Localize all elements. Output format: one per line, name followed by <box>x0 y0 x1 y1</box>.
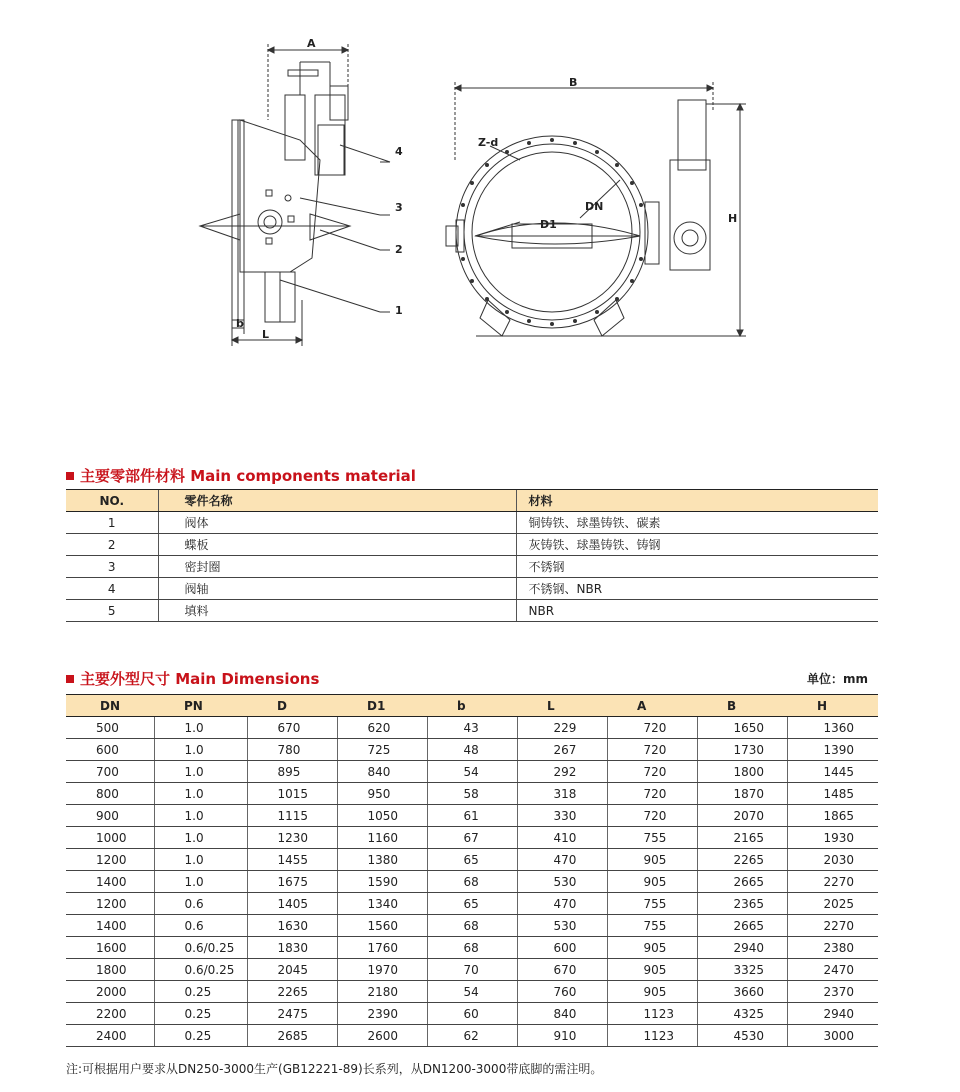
table-cell: 229 <box>517 717 607 739</box>
table-cell: 1123 <box>607 1003 697 1025</box>
table-cell: 1340 <box>337 893 427 915</box>
table-cell: 720 <box>607 783 697 805</box>
dimensions-row <box>66 959 878 981</box>
table-cell: 1800 <box>697 761 787 783</box>
table-cell: 62 <box>427 1025 517 1047</box>
table-cell: 720 <box>607 761 697 783</box>
table-cell: 70 <box>427 959 517 981</box>
footnote: 注:可根据用户要求从DN250-3000生产(GB12221-89)长系列，从DN1200-3000带底脚的需注明。 <box>66 1062 603 1076</box>
valve-technical-drawing <box>0 0 960 420</box>
dimensions-row <box>66 1025 878 1047</box>
part-label-2: 2 <box>395 243 403 256</box>
table-cell: 500 <box>66 717 154 739</box>
column-header: DN <box>66 695 154 717</box>
table-cell: 1730 <box>697 739 787 761</box>
table-cell: 1405 <box>247 893 337 915</box>
table-cell: 1630 <box>247 915 337 937</box>
table-cell: 755 <box>607 893 697 915</box>
table-cell: 1865 <box>787 805 878 827</box>
table-cell: 1200 <box>66 849 154 871</box>
table-cell: 不锈钢、NBR <box>516 578 878 600</box>
table-cell: 1455 <box>247 849 337 871</box>
table-cell: 阀体 <box>158 512 516 534</box>
column-header: D1 <box>337 695 427 717</box>
dim-label-A: A <box>307 37 316 50</box>
table-cell: 3325 <box>697 959 787 981</box>
table-cell: 48 <box>427 739 517 761</box>
dimensions-row <box>66 937 878 959</box>
table-cell: 65 <box>427 893 517 915</box>
table-cell: 800 <box>66 783 154 805</box>
table-cell: 不锈钢 <box>516 556 878 578</box>
table-cell: 670 <box>517 959 607 981</box>
table-cell: 2000 <box>66 981 154 1003</box>
table-cell: 5 <box>66 600 158 622</box>
table-cell: 1830 <box>247 937 337 959</box>
column-header: B <box>697 695 787 717</box>
table-cell: 1.0 <box>154 761 247 783</box>
table-cell: 2600 <box>337 1025 427 1047</box>
table-cell: 1400 <box>66 871 154 893</box>
side-view <box>200 44 390 346</box>
dim-label-D1: D1 <box>540 218 557 231</box>
table-cell: 1485 <box>787 783 878 805</box>
table-cell: 2475 <box>247 1003 337 1025</box>
table-cell: 2270 <box>787 915 878 937</box>
dimensions-header-row <box>66 695 878 717</box>
table-cell: 2665 <box>697 871 787 893</box>
table-cell: 900 <box>66 805 154 827</box>
materials-row <box>66 556 878 578</box>
table-cell: 720 <box>607 805 697 827</box>
table-cell: 1200 <box>66 893 154 915</box>
table-cell: 905 <box>607 959 697 981</box>
materials-row <box>66 578 878 600</box>
table-cell: 1870 <box>697 783 787 805</box>
table-cell: 68 <box>427 871 517 893</box>
table-cell: 68 <box>427 915 517 937</box>
table-cell: 1590 <box>337 871 427 893</box>
table-cell: 2365 <box>697 893 787 915</box>
table-cell: 1.0 <box>154 849 247 871</box>
table-cell: 600 <box>517 937 607 959</box>
table-cell: 1160 <box>337 827 427 849</box>
table-cell: 3660 <box>697 981 787 1003</box>
table-cell: 755 <box>607 915 697 937</box>
table-cell: NBR <box>516 600 878 622</box>
table-cell: 铜铸铁、球墨铸铁、碳素 <box>516 512 878 534</box>
column-header: D <box>247 695 337 717</box>
table-cell: 2030 <box>787 849 878 871</box>
table-cell: 1015 <box>247 783 337 805</box>
table-cell: 2270 <box>787 871 878 893</box>
table-cell: 1360 <box>787 717 878 739</box>
dimensions-row <box>66 893 878 915</box>
table-cell: 阀轴 <box>158 578 516 600</box>
table-cell: 725 <box>337 739 427 761</box>
table-cell: 2265 <box>247 981 337 1003</box>
column-header: A <box>607 695 697 717</box>
table-cell: 0.6/0.25 <box>154 959 247 981</box>
table-cell: 2685 <box>247 1025 337 1047</box>
dimensions-row <box>66 981 878 1003</box>
table-cell: 4 <box>66 578 158 600</box>
table-cell: 2025 <box>787 893 878 915</box>
dimensions-row <box>66 827 878 849</box>
table-cell: 905 <box>607 937 697 959</box>
table-cell: 1400 <box>66 915 154 937</box>
table-cell: 0.6 <box>154 915 247 937</box>
dim-label-B: B <box>569 76 578 89</box>
table-cell: 2390 <box>337 1003 427 1025</box>
table-cell: 1970 <box>337 959 427 981</box>
table-cell: 61 <box>427 805 517 827</box>
bullet-square-icon <box>66 472 74 480</box>
table-cell: 1050 <box>337 805 427 827</box>
table-cell: 2665 <box>697 915 787 937</box>
table-cell: 1675 <box>247 871 337 893</box>
table-cell: 895 <box>247 761 337 783</box>
table-cell: 3 <box>66 556 158 578</box>
dim-label-Zd: Z-d <box>478 136 499 149</box>
dim-label-H: H <box>728 212 738 225</box>
column-header: PN <box>154 695 247 717</box>
table-cell: 0.25 <box>154 1025 247 1047</box>
table-cell: 620 <box>337 717 427 739</box>
dimensions-row <box>66 805 878 827</box>
table-cell: 0.6 <box>154 893 247 915</box>
table-cell: 68 <box>427 937 517 959</box>
table-cell: 0.6/0.25 <box>154 937 247 959</box>
table-cell: 470 <box>517 849 607 871</box>
column-header: b <box>427 695 517 717</box>
dimensions-row <box>66 739 878 761</box>
table-cell: 65 <box>427 849 517 871</box>
table-cell: 1600 <box>66 937 154 959</box>
table-cell: 蝶板 <box>158 534 516 556</box>
table-cell: 58 <box>427 783 517 805</box>
table-cell: 1.0 <box>154 805 247 827</box>
part-label-1: 1 <box>395 304 403 317</box>
table-cell: 905 <box>607 871 697 893</box>
table-cell: 1.0 <box>154 827 247 849</box>
table-cell: 267 <box>517 739 607 761</box>
table-cell: 1.0 <box>154 739 247 761</box>
table-cell: 410 <box>517 827 607 849</box>
table-cell: 760 <box>517 981 607 1003</box>
table-cell: 3000 <box>787 1025 878 1047</box>
table-cell: 1123 <box>607 1025 697 1047</box>
table-cell: 2180 <box>337 981 427 1003</box>
table-cell: 1800 <box>66 959 154 981</box>
table-cell: 67 <box>427 827 517 849</box>
column-header: L <box>517 695 607 717</box>
table-cell: 720 <box>607 717 697 739</box>
table-cell: 670 <box>247 717 337 739</box>
table-cell: 905 <box>607 981 697 1003</box>
table-cell: 780 <box>247 739 337 761</box>
materials-row <box>66 600 878 622</box>
dimensions-row <box>66 871 878 893</box>
materials-row <box>66 512 878 534</box>
table-cell: 950 <box>337 783 427 805</box>
table-cell: 292 <box>517 761 607 783</box>
dim-label-b: b <box>236 317 244 330</box>
dimensions-row <box>66 849 878 871</box>
table-cell: 2940 <box>697 937 787 959</box>
materials-row <box>66 534 878 556</box>
table-cell: 330 <box>517 805 607 827</box>
dim-label-L: L <box>262 328 270 341</box>
table-cell: 1 <box>66 512 158 534</box>
table-cell: 1930 <box>787 827 878 849</box>
table-cell: 470 <box>517 893 607 915</box>
table-cell: 1115 <box>247 805 337 827</box>
table-cell: 54 <box>427 981 517 1003</box>
table-cell: 灰铸铁、球墨铸铁、铸钢 <box>516 534 878 556</box>
table-cell: 530 <box>517 915 607 937</box>
table-cell: 720 <box>607 739 697 761</box>
table-cell: 0.25 <box>154 981 247 1003</box>
table-cell: 2070 <box>697 805 787 827</box>
table-cell: 755 <box>607 827 697 849</box>
table-cell: 60 <box>427 1003 517 1025</box>
table-cell: 1560 <box>337 915 427 937</box>
table-cell: 填料 <box>158 600 516 622</box>
dimensions-row <box>66 783 878 805</box>
materials-table <box>66 489 878 622</box>
table-cell: 530 <box>517 871 607 893</box>
table-cell: 700 <box>66 761 154 783</box>
dimensions-table <box>66 694 878 1047</box>
table-cell: 4325 <box>697 1003 787 1025</box>
table-cell: 905 <box>607 849 697 871</box>
table-cell: 2400 <box>66 1025 154 1047</box>
table-cell: 1390 <box>787 739 878 761</box>
table-cell: 1000 <box>66 827 154 849</box>
table-cell: 2940 <box>787 1003 878 1025</box>
table-cell: 2380 <box>787 937 878 959</box>
table-cell: 1.0 <box>154 717 247 739</box>
table-cell: 密封圈 <box>158 556 516 578</box>
table-cell: 2200 <box>66 1003 154 1025</box>
table-cell: 2370 <box>787 981 878 1003</box>
table-cell: 43 <box>427 717 517 739</box>
materials-title: 主要零部件材料 Main components material <box>66 465 416 486</box>
part-label-3: 3 <box>395 201 403 214</box>
table-cell: 2 <box>66 534 158 556</box>
table-cell: 318 <box>517 783 607 805</box>
table-cell: 0.25 <box>154 1003 247 1025</box>
dimensions-title: 主要外型尺寸 Main Dimensions <box>66 668 319 689</box>
dimensions-row <box>66 761 878 783</box>
table-cell: 840 <box>337 761 427 783</box>
table-cell: 600 <box>66 739 154 761</box>
dim-label-DN: DN <box>585 200 604 213</box>
unit-label: 单位：mm <box>806 672 868 686</box>
dimensions-row <box>66 915 878 937</box>
materials-header-row: NO. 零件名称 材料 <box>66 490 878 512</box>
table-cell: 1445 <box>787 761 878 783</box>
table-cell: 2470 <box>787 959 878 981</box>
table-cell: 4530 <box>697 1025 787 1047</box>
dimensions-row <box>66 1003 878 1025</box>
table-cell: 1.0 <box>154 783 247 805</box>
table-cell: 1650 <box>697 717 787 739</box>
table-cell: 1.0 <box>154 871 247 893</box>
table-cell: 2265 <box>697 849 787 871</box>
table-cell: 54 <box>427 761 517 783</box>
bullet-square-icon <box>66 675 74 683</box>
table-cell: 840 <box>517 1003 607 1025</box>
table-cell: 2165 <box>697 827 787 849</box>
table-cell: 910 <box>517 1025 607 1047</box>
table-cell: 1760 <box>337 937 427 959</box>
part-label-4: 4 <box>395 145 403 158</box>
table-cell: 2045 <box>247 959 337 981</box>
table-cell: 1230 <box>247 827 337 849</box>
column-header: H <box>787 695 878 717</box>
table-cell: 1380 <box>337 849 427 871</box>
dimensions-row <box>66 717 878 739</box>
